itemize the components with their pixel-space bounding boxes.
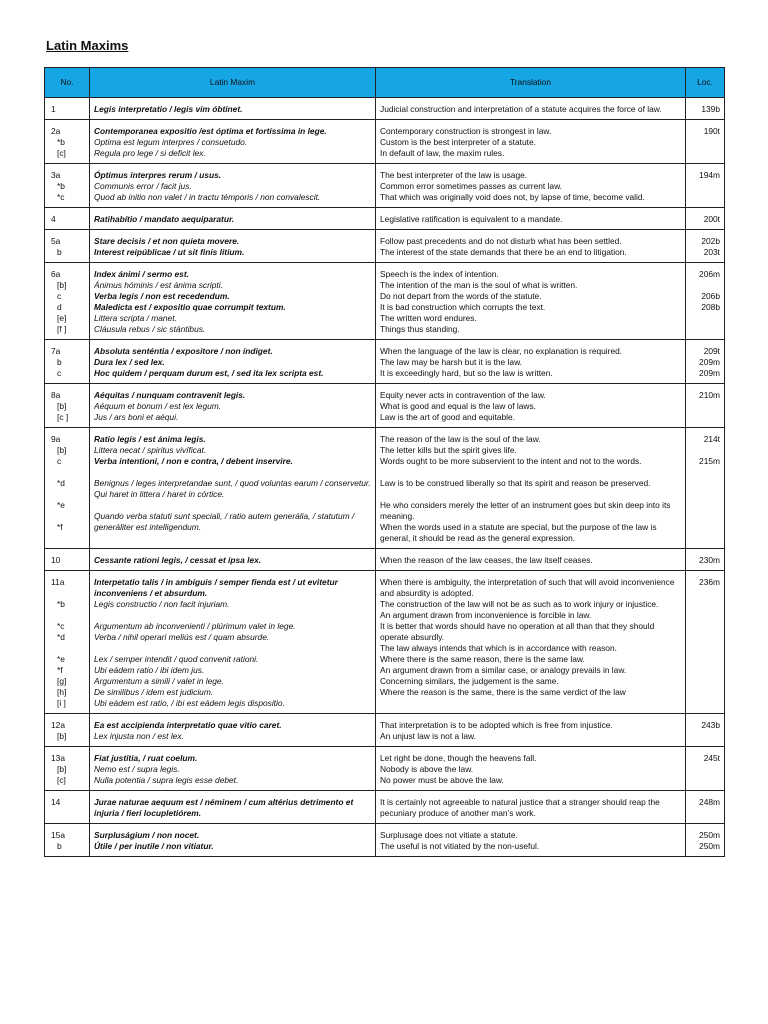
latin-maxim-text: Aéquum et bonum / est lex legum. <box>94 401 222 411</box>
maxim-number: *b <box>57 599 65 609</box>
cell-latin-maxim <box>90 263 376 340</box>
cell-translation <box>376 428 686 549</box>
maxim-number: *b <box>57 137 65 147</box>
maxim-number: d <box>57 302 62 312</box>
translation-text: The useful is not vitiated by the non-useful. <box>380 841 540 851</box>
cell-translation <box>376 384 686 428</box>
maxim-number <box>49 467 85 478</box>
cell-no <box>45 164 90 208</box>
translation-text: The construction of the law will not be as such as to work injury or injustice. <box>380 599 659 609</box>
maxim-number: 9a <box>51 434 61 444</box>
translation-text <box>380 489 681 500</box>
location-ref: 210m <box>699 390 720 400</box>
cell-no <box>45 428 90 549</box>
cell-latin-maxim <box>90 747 376 791</box>
table-row <box>45 824 725 857</box>
translation-text: The best interpreter of the law is usage. <box>380 170 528 180</box>
cell-no <box>45 549 90 571</box>
maxim-number: [h] <box>57 687 67 697</box>
maxim-number: 7a <box>51 346 61 356</box>
translation-text: The letter kills but the spirit gives life. <box>380 445 517 455</box>
translation-text <box>380 467 681 478</box>
maxim-number: *c <box>57 621 65 631</box>
maxim-number: 15a <box>51 830 65 840</box>
cell-latin-maxim <box>90 340 376 384</box>
translation-text: It is bad construction which corrupts the text. <box>380 302 546 312</box>
translation-text: It is exceedingly hard, but so the law is written. <box>380 368 553 378</box>
cell-loc <box>686 428 725 549</box>
cell-loc <box>686 824 725 857</box>
maxims-table <box>44 67 725 857</box>
maxim-number: [c ] <box>57 412 69 422</box>
header-translation: Translation <box>376 68 686 98</box>
latin-maxim-text: Surpluságium / non nocet. <box>94 830 200 840</box>
translation-text: Speech is the index of intention. <box>380 269 499 279</box>
cell-loc <box>686 549 725 571</box>
table-header-row <box>45 68 725 98</box>
cell-no <box>45 120 90 164</box>
translation-text: The law always intends that which is in accordance with reason. <box>380 643 617 653</box>
cell-translation <box>376 791 686 824</box>
location-ref: 208b <box>701 302 720 312</box>
latin-maxim-text: Benignus / leges interpretandae sunt, / quod voluntas earum / conservetur. <box>94 478 371 488</box>
maxim-number: 12a <box>51 720 65 730</box>
maxim-number: 14 <box>51 797 61 807</box>
maxim-number: [f ] <box>57 324 67 334</box>
latin-maxim-text: Interpetatio talis / in ambíguis / semper fienda est / ut evitetur inconveniens / et absurdum. <box>94 577 338 598</box>
translation-text: Custom is the best interpreter of a statute. <box>380 137 536 147</box>
translation-text: Words ought to be more subservient to the intent and not to the words. <box>380 456 642 466</box>
latin-maxim-text <box>94 610 371 621</box>
latin-maxim-text: Nemo est / supra legis. <box>94 764 180 774</box>
cell-translation <box>376 230 686 263</box>
latin-maxim-text: Verba legis / non est recedendum. <box>94 291 230 301</box>
maxim-number: 10 <box>51 555 61 565</box>
maxim-number: 5a <box>51 236 61 246</box>
cell-loc <box>686 384 725 428</box>
latin-maxim-text: Qui haret in littera / haret in córtice. <box>94 489 225 499</box>
latin-maxim-text: Ubi eádem ratio / ibi idem jus. <box>94 665 205 675</box>
location-ref: 236m <box>699 577 720 587</box>
cell-loc <box>686 340 725 384</box>
latin-maxim-text: Ratihabítio / mandato aequiparatur. <box>94 214 235 224</box>
latin-maxim-text: Ánimus hóminis / est ánima scripti. <box>94 280 223 290</box>
maxim-number: *f <box>57 522 63 532</box>
translation-text: Contemporary construction is strongest in law. <box>380 126 552 136</box>
translation-text: When the reason of the law ceases, the law itself ceases. <box>380 555 593 565</box>
translation-text: The interest of the state demands that there be an end to litigation. <box>380 247 627 257</box>
location-ref: 203t <box>703 247 720 257</box>
cell-loc <box>686 164 725 208</box>
cell-no <box>45 208 90 230</box>
cell-translation <box>376 747 686 791</box>
cell-translation <box>376 340 686 384</box>
latin-maxim-text: Maledicta est / expositio quae corrumpit textum. <box>94 302 286 312</box>
location-ref: 209t <box>703 346 720 356</box>
translation-text: Do not depart from the words of the statute. <box>380 291 542 301</box>
translation-text: The law may be harsh but it is the law. <box>380 357 522 367</box>
location-ref <box>690 445 720 456</box>
latin-maxim-text: Cessante rationi legis, / cessat et ipsa lex. <box>94 555 262 565</box>
cell-loc <box>686 98 725 120</box>
page-title: Latin Maxims <box>46 38 129 53</box>
maxim-number: *c <box>57 192 65 202</box>
maxim-number <box>49 489 85 500</box>
latin-maxim-text: Jurae naturae aequum est / néminem / cum altérius detrimento et injuria / fieri locupletiórem. <box>94 797 354 818</box>
cell-no <box>45 824 90 857</box>
latin-maxim-text: Communis error / facit jus. <box>94 181 192 191</box>
maxim-number: 6a <box>51 269 61 279</box>
cell-latin-maxim <box>90 549 376 571</box>
latin-maxim-text: Jus / ars boni et aéqui. <box>94 412 179 422</box>
cell-translation <box>376 208 686 230</box>
maxim-number: [c] <box>57 775 66 785</box>
translation-text: An unjust law is not a law. <box>380 731 476 741</box>
latin-maxim-text: Aéquitas / nunquam contravenit legis. <box>94 390 246 400</box>
latin-maxim-text: Verba / nihil operari meliús est / quam absurde. <box>94 632 270 642</box>
location-ref: 200t <box>703 214 720 224</box>
maxim-number: b <box>57 357 62 367</box>
translation-text: What is good and equal is the law of laws. <box>380 401 536 411</box>
maxim-number: 4 <box>51 214 56 224</box>
maxim-number <box>49 610 85 621</box>
latin-maxim-text: Legis constructio / non facit injuriam. <box>94 599 230 609</box>
translation-text: In default of law, the maxim rules. <box>380 148 505 158</box>
maxim-number <box>49 643 85 654</box>
translation-text: Follow past precedents and do not disturb what has been settled. <box>380 236 622 246</box>
location-ref: 206b <box>701 291 720 301</box>
latin-maxim-text: Quando verba statuti sunt speciali, / ratio autem generália, / statutum / generáliter est intelligendum. <box>94 511 355 532</box>
maxim-number: [b] <box>57 764 67 774</box>
table-row <box>45 384 725 428</box>
latin-maxim-text: Verba intentioni, / non e contra, / debent inservire. <box>94 456 293 466</box>
cell-latin-maxim <box>90 164 376 208</box>
cell-translation <box>376 98 686 120</box>
maxim-number: [c] <box>57 148 66 158</box>
cell-latin-maxim <box>90 208 376 230</box>
location-ref: 209m <box>699 357 720 367</box>
table-row <box>45 263 725 340</box>
latin-maxim-text: Argumentum a simili / valet in lege. <box>94 676 224 686</box>
location-ref: 245t <box>703 753 720 763</box>
latin-maxim-text: Óptimus interpres rerum / usus. <box>94 170 222 180</box>
cell-latin-maxim <box>90 791 376 824</box>
latin-maxim-text: Index ánimi / sermo est. <box>94 269 189 279</box>
latin-maxim-text: Ratio legis / est ánima legis. <box>94 434 206 444</box>
cell-latin-maxim <box>90 714 376 747</box>
latin-maxim-text: Nulla potentia / supra legis esse debet. <box>94 775 239 785</box>
location-ref: 243b <box>701 720 720 730</box>
latin-maxim-text: Absoluta senténtia / expositore / non índiget. <box>94 346 273 356</box>
cell-latin-maxim <box>90 428 376 549</box>
table-row <box>45 571 725 714</box>
latin-maxim-text: Hoc quidem / perquam durum est, / sed ita lex scripta est. <box>94 368 324 378</box>
maxim-number: *e <box>57 654 65 664</box>
latin-maxim-text: Lex / semper intendit / quod convenit rationi. <box>94 654 259 664</box>
cell-latin-maxim <box>90 230 376 263</box>
latin-maxim-text: Optima est legum interpres / consuetudo. <box>94 137 248 147</box>
header-no: No. <box>45 68 90 98</box>
cell-translation <box>376 549 686 571</box>
translation-text: Surplusage does not vitiate a statute. <box>380 830 518 840</box>
maxim-number: b <box>57 841 62 851</box>
latin-maxim-text: Cláusula rebus / sic stántibus. <box>94 324 206 334</box>
location-ref: 230m <box>699 555 720 565</box>
cell-loc <box>686 263 725 340</box>
cell-latin-maxim <box>90 571 376 714</box>
cell-no <box>45 747 90 791</box>
table-row <box>45 549 725 571</box>
maxim-number: *e <box>57 500 65 510</box>
table-row <box>45 208 725 230</box>
latin-maxim-text: Interest reipúblicae / ut sit finis litium. <box>94 247 245 257</box>
latin-maxim-text: Lex injusta non / est lex. <box>94 731 184 741</box>
location-ref: 194m <box>699 170 720 180</box>
maxim-number: [e] <box>57 313 67 323</box>
cell-no <box>45 384 90 428</box>
maxim-number <box>49 588 85 599</box>
maxim-number: *b <box>57 181 65 191</box>
cell-translation <box>376 824 686 857</box>
table-row <box>45 164 725 208</box>
location-ref: 250m <box>699 830 720 840</box>
maxim-number: 8a <box>51 390 61 400</box>
maxim-number: 1 <box>51 104 56 114</box>
table-row <box>45 714 725 747</box>
maxim-number: *f <box>57 665 63 675</box>
latin-maxim-text: De similibus / idem est judicium. <box>94 687 214 697</box>
translation-text: No power must be above the law. <box>380 775 504 785</box>
latin-maxim-text: Quod ab initio non valet / in tractu témporis / non convalescit. <box>94 192 321 202</box>
table-row <box>45 428 725 549</box>
latin-maxim-text: Argumentum ab inconvenienti / plúrimum valet in lege. <box>94 621 296 631</box>
table-row <box>45 791 725 824</box>
location-ref: 214t <box>703 434 720 444</box>
maxim-number: [b] <box>57 401 67 411</box>
location-ref: 209m <box>699 368 720 378</box>
cell-no <box>45 791 90 824</box>
cell-translation <box>376 164 686 208</box>
translation-text: When the language of the law is clear, no explanation is required. <box>380 346 623 356</box>
table-row <box>45 120 725 164</box>
translation-text: Nobody is above the law. <box>380 764 474 774</box>
cell-loc <box>686 714 725 747</box>
maxim-number: *d <box>57 632 65 642</box>
maxim-number: [b] <box>57 731 67 741</box>
translation-text: Concerning similars, the judgement is the same. <box>380 676 559 686</box>
translation-text: When the words used in a statute are special, but the purpose of the law is general, it should be read as the general expression. <box>380 522 657 543</box>
cell-loc <box>686 208 725 230</box>
maxim-number: 13a <box>51 753 65 763</box>
cell-no <box>45 263 90 340</box>
translation-text: Judicial construction and interpretation of a statute acquires the force of law. <box>380 104 662 114</box>
cell-latin-maxim <box>90 384 376 428</box>
location-ref: 190t <box>703 126 720 136</box>
maxim-number: 2a <box>51 126 61 136</box>
translation-text: The written word endures. <box>380 313 477 323</box>
cell-latin-maxim <box>90 120 376 164</box>
translation-text: An argument drawn from inconvenience is forcible in law. <box>380 610 592 620</box>
header-loc: Loc. <box>686 68 725 98</box>
latin-maxim-text <box>94 467 371 478</box>
location-ref: 139b <box>701 104 720 114</box>
maxim-number: c <box>57 291 62 301</box>
cell-no <box>45 230 90 263</box>
latin-maxim-text: Ubi eádem est ratio, / ibi est eádem legis dispositio. <box>94 698 285 708</box>
translation-text: Law is to be construed liberally so that its spirit and reason be preserved. <box>380 478 651 488</box>
translation-text: Where there is the same reason, there is the same law. <box>380 654 585 664</box>
translation-text: Legislative ratification is equivalent to a mandate. <box>380 214 563 224</box>
cell-no <box>45 98 90 120</box>
maxim-number: [b] <box>57 280 67 290</box>
location-ref: 202b <box>701 236 720 246</box>
latin-maxim-text: Littera necat / spiritus vivíficat. <box>94 445 207 455</box>
maxim-number: c <box>57 456 62 466</box>
translation-text: That which was originally void does not, by lapse of time, become valid. <box>380 192 645 202</box>
maxim-number: b <box>57 247 62 257</box>
translation-text: Where the reason is the same, there is the same verdict of the law <box>380 687 626 697</box>
cell-no <box>45 714 90 747</box>
cell-translation <box>376 263 686 340</box>
maxim-number: [b] <box>57 445 67 455</box>
location-ref: 248m <box>699 797 720 807</box>
maxim-number: [g] <box>57 676 67 686</box>
latin-maxim-text: Stare decisis / et non quieta movere. <box>94 236 240 246</box>
location-ref: 215m <box>699 456 720 466</box>
maxim-number: [i ] <box>57 698 66 708</box>
table-row <box>45 747 725 791</box>
cell-loc <box>686 120 725 164</box>
maxim-number: c <box>57 368 62 378</box>
latin-maxim-text: Littera scripta / manet. <box>94 313 177 323</box>
translation-text: It is better that words should have no operation at all than that they should operate absurdly. <box>380 621 655 642</box>
latin-maxim-text: Ea est accipienda interpretatio quae vitio caret. <box>94 720 282 730</box>
latin-maxim-text: Útile / per inutile / non vitiatur. <box>94 841 214 851</box>
translation-text: It is certainly not agreeable to natural justice that a stranger should reap the pecuniary produce of another man’s work. <box>380 797 660 818</box>
latin-maxim-text: Regula pro lege / si deficit lex. <box>94 148 206 158</box>
cell-latin-maxim <box>90 98 376 120</box>
maxim-number: 11a <box>51 577 65 587</box>
header-latin-maxim: Latin Maxim <box>90 68 376 98</box>
cell-no <box>45 571 90 714</box>
latin-maxim-text: Fiat justitia, / ruat coelum. <box>94 753 198 763</box>
maxims-body <box>45 98 725 857</box>
latin-maxim-text: Contemporanea expositio /est óptima et fortíssima in lege. <box>94 126 327 136</box>
translation-text: When there is ambiguity, the interpretation of such that will avoid inconvenience and absurdity is adopted. <box>380 577 675 598</box>
table-row <box>45 340 725 384</box>
cell-loc <box>686 230 725 263</box>
translation-text: Let right be done, though the heavens fall. <box>380 753 537 763</box>
cell-loc <box>686 571 725 714</box>
cell-loc <box>686 747 725 791</box>
translation-text: Law is the art of good and equitable. <box>380 412 516 422</box>
latin-maxim-text: Legis interpretatio / legis vim óbtinet. <box>94 104 243 114</box>
latin-maxim-text <box>94 643 371 654</box>
location-ref <box>690 280 720 291</box>
cell-translation <box>376 571 686 714</box>
cell-translation <box>376 714 686 747</box>
translation-text: The reason of the law is the soul of the law. <box>380 434 541 444</box>
translation-text: Equity never acts in contravention of the law. <box>380 390 546 400</box>
cell-translation <box>376 120 686 164</box>
location-ref: 250m <box>699 841 720 851</box>
location-ref: 206m <box>699 269 720 279</box>
translation-text: That interpretation is to be adopted which is free from injustice. <box>380 720 613 730</box>
translation-text: The intention of the man is the soul of what is written. <box>380 280 578 290</box>
translation-text: Things thus standing. <box>380 324 460 334</box>
cell-loc <box>686 791 725 824</box>
maxim-number: *d <box>57 478 65 488</box>
table-row <box>45 230 725 263</box>
translation-text: An argument drawn from a similar case, or analogy prevails in law. <box>380 665 627 675</box>
latin-maxim-text: Dura lex / sed lex. <box>94 357 165 367</box>
cell-no <box>45 340 90 384</box>
cell-latin-maxim <box>90 824 376 857</box>
translation-text: Common error sometimes passes as current law. <box>380 181 562 191</box>
maxim-number: 3a <box>51 170 61 180</box>
translation-text: He who considers merely the letter of an instrument goes but skin deep into its meaning. <box>380 500 671 521</box>
table-row <box>45 98 725 120</box>
latin-maxim-text <box>94 500 371 511</box>
maxim-number <box>49 511 85 522</box>
